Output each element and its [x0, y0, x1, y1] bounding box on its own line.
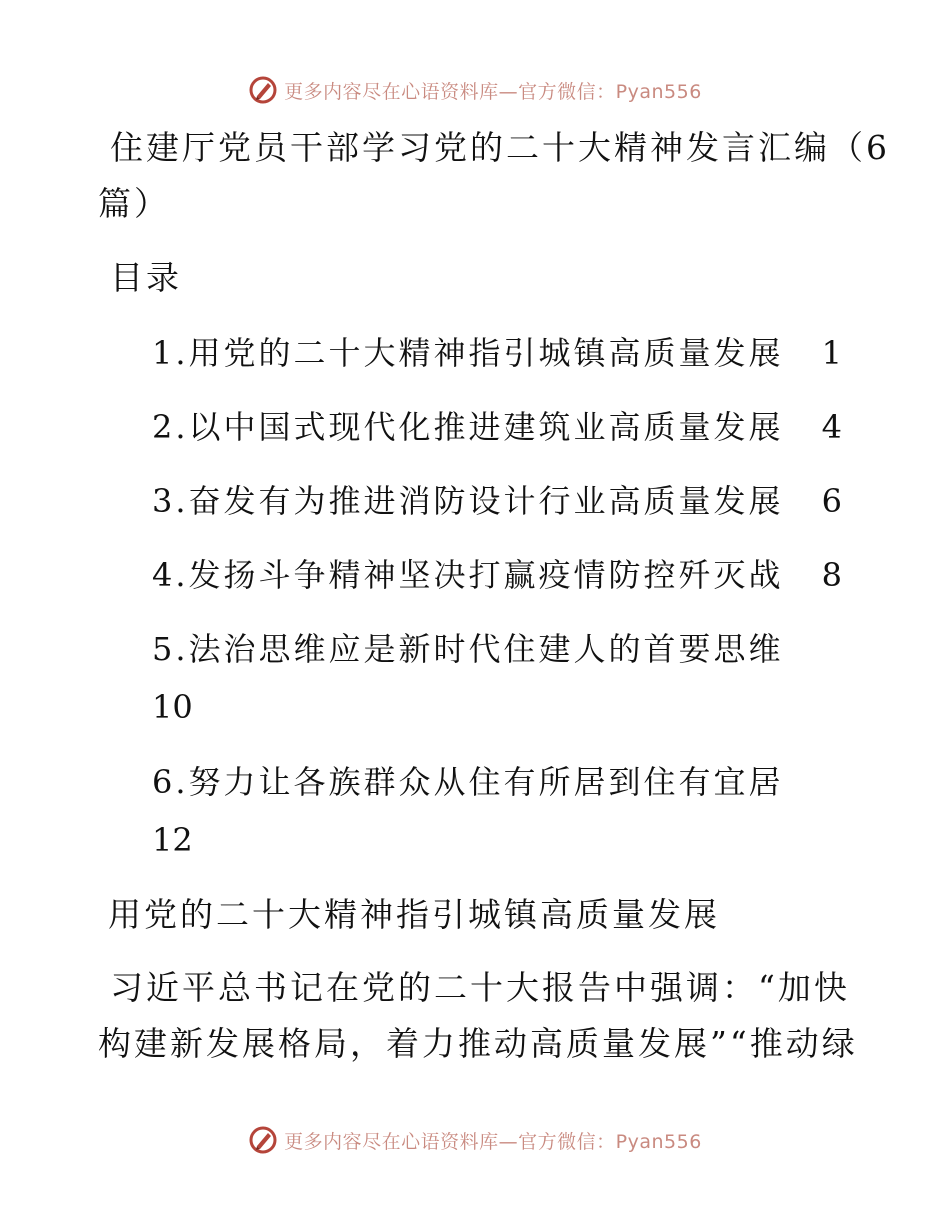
toc-item-page-wrapped	[152, 820, 842, 860]
toc-item-page: 6	[821, 482, 842, 520]
footer-watermark	[0, 1120, 950, 1160]
toc-item-label: 1.用党的二十大精神指引城镇高质量发展	[152, 334, 784, 372]
banner-text: 更多内容尽在心语资料库—官方微信：Pyan556	[284, 1130, 702, 1153]
body-text-line-2: 构建新发展格局，着力推动高质量发展”“推动绿	[98, 1024, 858, 1063]
toc-item[interactable]	[152, 555, 842, 595]
toc-item-label: 3.奋发有为推进消防设计行业高质量发展	[152, 482, 784, 520]
toc-item[interactable]	[152, 333, 842, 373]
toc-item[interactable]	[152, 762, 842, 802]
pen-logo-icon	[248, 75, 278, 105]
toc-item-page: 10	[152, 688, 193, 726]
header-watermark	[0, 70, 950, 110]
toc-item-label: 5.法治思维应是新时代住建人的首要思维	[152, 630, 784, 668]
toc-item[interactable]	[152, 407, 842, 447]
body-text-line-1: 习近平总书记在党的二十大报告中强调：“加快	[110, 968, 850, 1007]
toc-item-label: 2.以中国式现代化推进建筑业高质量发展	[152, 408, 784, 446]
toc-item-page: 12	[152, 821, 193, 859]
section-title: 用党的二十大精神指引城镇高质量发展	[108, 895, 720, 934]
toc-item-label: 4.发扬斗争精神坚决打赢疫情防控歼灭战	[152, 556, 784, 594]
pen-logo-icon	[248, 1125, 278, 1155]
document-title-line-1: 住建厅党员干部学习党的二十大精神发言汇编（6	[110, 128, 890, 167]
document-title-line-2: 篇）	[98, 184, 170, 223]
toc-item-label: 6.努力让各族群众从住有所居到住有宜居	[152, 763, 784, 801]
toc-item-page: 8	[821, 556, 842, 594]
toc-item[interactable]	[152, 481, 842, 521]
banner-text: 更多内容尽在心语资料库—官方微信：Pyan556	[284, 80, 702, 103]
toc-item-page-wrapped	[152, 687, 842, 727]
toc-item[interactable]	[152, 629, 842, 669]
toc-heading: 目录	[110, 258, 182, 297]
toc-item-page: 4	[821, 408, 842, 446]
toc-item-page: 1	[821, 334, 842, 372]
